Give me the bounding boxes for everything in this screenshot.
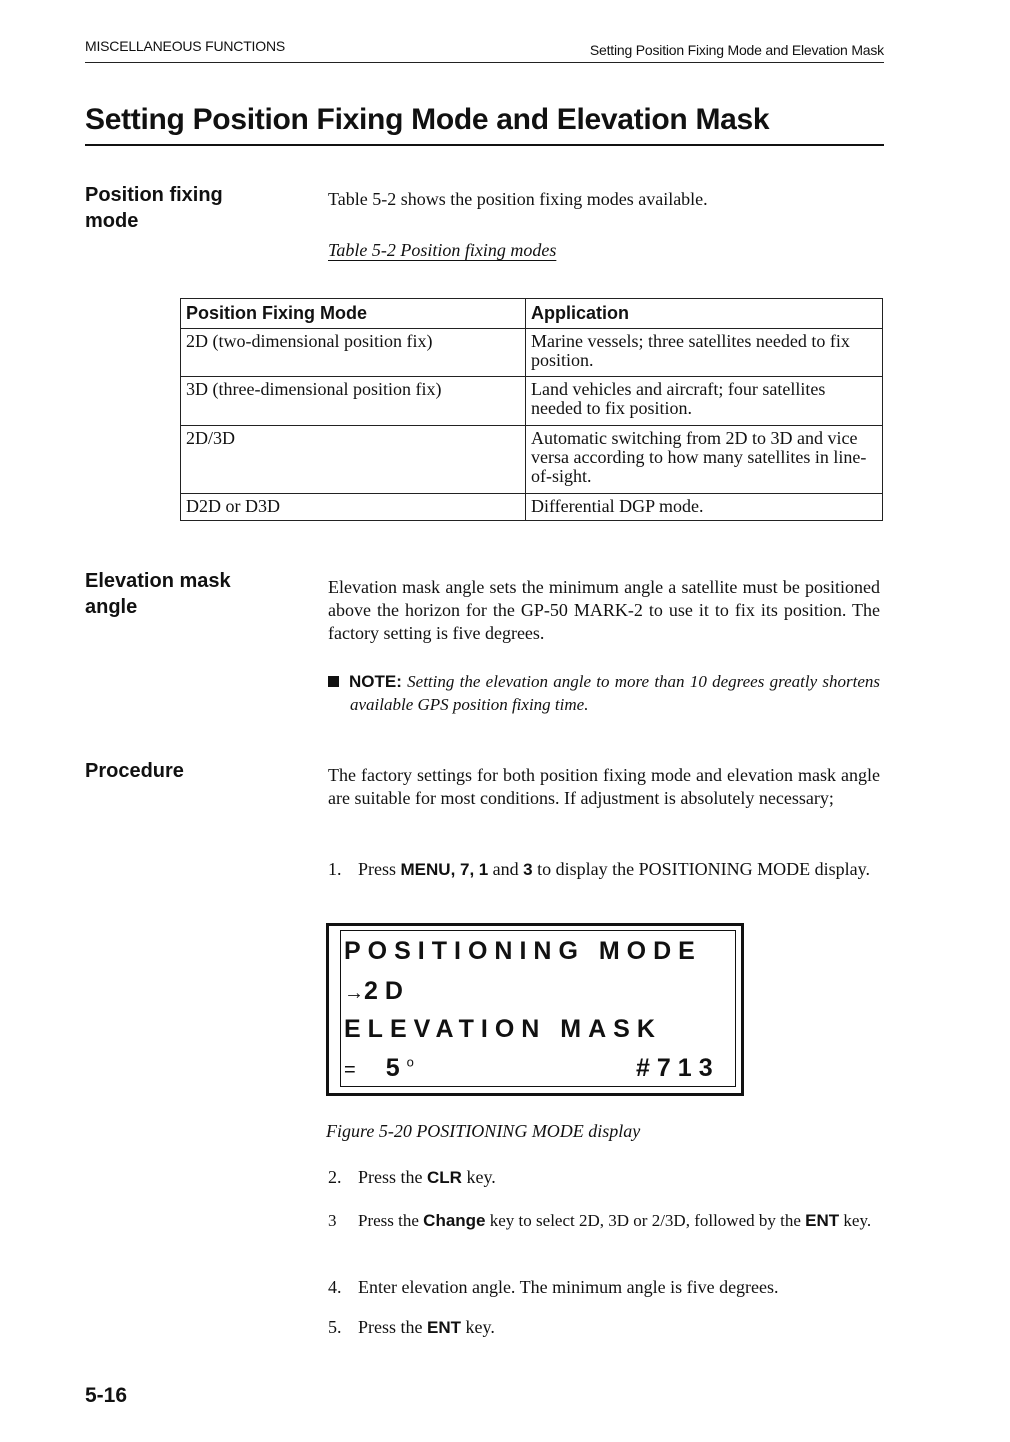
table-row [181,377,883,426]
table-header-application: Application [526,299,883,329]
step-number: 3 [328,1211,337,1230]
running-header-right: Setting Position Fixing Mode and Elevation Mask [589,42,884,58]
table-cell: Marine vessels; three satellites needed to fix position. [526,329,883,377]
heading-line-2: angle [85,596,138,618]
table-caption: Table 5-2 Position fixing modes [328,240,557,260]
step-text [358,1166,880,1189]
table-cell: 2D (two-dimensional position fix) [181,329,526,377]
key-ent: ENT [805,1211,840,1230]
lcd-line-elevation-value [344,1054,414,1083]
position-fixing-modes-table [180,298,883,521]
lcd-line-positioning-mode: POSITIONING MODE [344,937,702,965]
key-change: Change [423,1211,486,1230]
step-text [358,1209,880,1232]
table-cell: 3D (three-dimensional position fix) [181,377,526,426]
figure-caption: Figure 5-20 POSITIONING MODE display [326,1121,641,1141]
step-text-part: key. [466,1167,496,1187]
step-text-part: key to select 2D, 3D or 2/3D, followed by the [489,1211,801,1230]
lcd-equals: = [344,1059,356,1081]
lcd-mode-value: 2D [364,977,410,1005]
step-text-part: key. [465,1317,495,1337]
lcd-elevation-value: 5 [385,1054,407,1082]
note-label: NOTE: [349,672,402,691]
step-4 [328,1276,880,1302]
section-heading-procedure: Procedure [85,760,184,782]
key-3: 3 [523,860,533,879]
page-number: 5-16 [85,1384,128,1407]
heading-line-2: mode [85,210,139,232]
step-2 [328,1166,880,1192]
bullet-square-icon [328,676,339,687]
arrow-right-icon: → [344,982,364,1004]
step-text-part: and [492,859,519,879]
table-cell: Land vehicles and aircraft; four satellites needed to fix position. [526,377,883,426]
key-clr: CLR [427,1168,462,1187]
table-cell: D2D or D3D [181,494,526,521]
header-rule [85,62,884,63]
section-heading-position-fixing [85,182,223,234]
table-row [181,494,883,521]
note-text: Setting the elevation angle to more than 10 degrees greatly shortens available GPS position fixing time. [350,672,880,714]
step-number: 1. [328,859,342,879]
section-heading-elevation-mask [85,568,231,620]
table-row [181,329,883,377]
note-block [328,670,880,716]
step-3 [328,1209,880,1259]
step-text-part: to display the POSITIONING MODE display. [537,859,870,879]
lcd-line-mode-value [344,977,410,1006]
key-menu-7: MENU, 7, [400,860,475,879]
step-text [358,858,880,881]
key-ent: ENT [427,1318,461,1337]
step-number: 2. [328,1167,342,1187]
lcd-line-elevation-mask: ELEVATION MASK [344,1015,662,1043]
step-number: 4. [328,1277,342,1297]
step-text-part: Press the [358,1167,423,1187]
table-header-mode: Position Fixing Mode [181,299,526,329]
table-cell: Automatic switching from 2D to 3D and vice versa according to how many satellites in line-of-sight. [526,426,883,494]
degree-symbol: o [406,1054,414,1070]
step-1 [328,858,880,908]
position-fixing-intro: Table 5-2 shows the position fixing modes available. [328,189,708,209]
running-header-left: MISCELLANEOUS FUNCTIONS [85,38,285,54]
step-5 [328,1316,880,1342]
table-cell: Differential DGP mode. [526,494,883,521]
page-title: Setting Position Fixing Mode and Elevation Mask [85,103,770,136]
lcd-code: #713 [636,1054,720,1082]
table-header-row [181,299,883,329]
step-text: Enter elevation angle. The minimum angle is five degrees. [358,1277,779,1297]
table-row [181,426,883,494]
step-text-part: Press the [358,1211,419,1230]
step-number: 5. [328,1317,342,1337]
key-1: 1 [478,860,489,879]
procedure-body: The factory settings for both position fixing mode and elevation mask angle are suitable for most conditions. If adjustment is absolutely necessary; [328,765,880,808]
heading-line-1: Position fixing [85,184,223,206]
elevation-body: Elevation mask angle sets the minimum angle a satellite must be positioned above the horizon for the GP-50 MARK-2 to use it to fix its position. The factory setting is five degrees. [328,577,880,643]
step-text-part: Press the [358,1317,423,1337]
step-text-part: key. [843,1211,872,1230]
step-text [358,1316,880,1339]
step-text-part: Press [358,859,397,879]
heading-line-1: Elevation mask [85,570,231,592]
table-cell: 2D/3D [181,426,526,494]
title-rule [85,144,884,146]
